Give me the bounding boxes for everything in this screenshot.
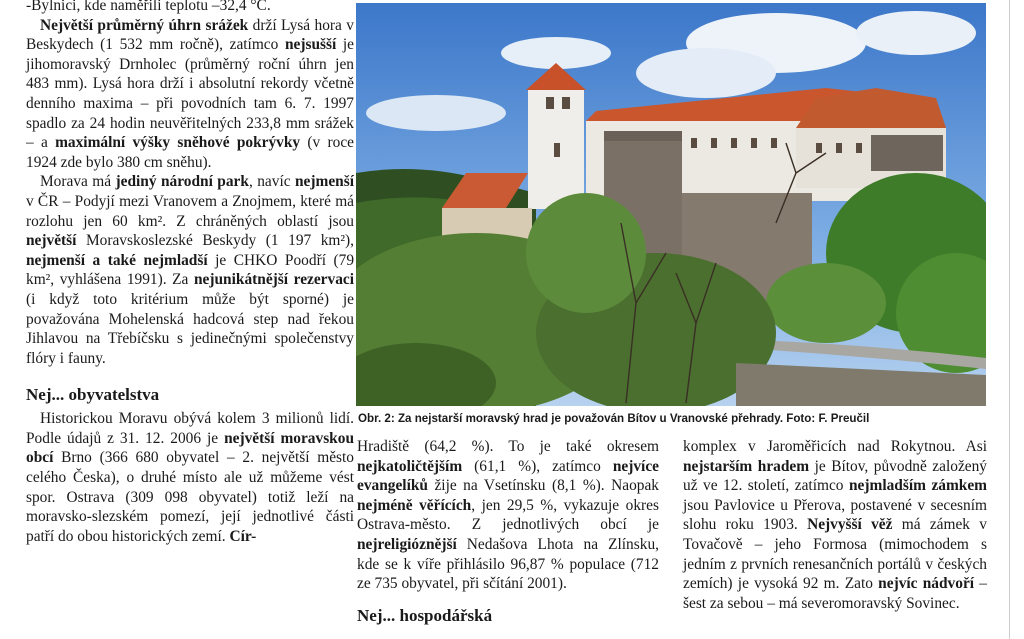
bold-text-run: nejunikátnější rezervaci [193,271,355,289]
bold-text-run: nejsušší [284,36,337,54]
paragraph-national-park [26,172,354,368]
bold-text-run: nejméně věřících [357,496,472,514]
bold-text-run: nejkatoličtějším [357,457,463,475]
bold-text-run: nejvíc nádvoří [878,575,975,593]
castle-photo [356,3,986,406]
bold-text-run: Cír- [229,527,257,545]
paragraph-religion [357,437,659,594]
paragraph-precipitation [26,16,354,173]
text-run: v ČR – Podyjí mezi Vranovem a Znojmem, které má rozlohu jen 60 km². Z chráněných oblastí jsou [26,192,354,230]
text-run: Morava má [40,173,116,191]
text-run: , jen 29,5 %, vykazuje okres Ostrava-město. Z jednotlivých obcí je [357,496,659,534]
text-run: (v roce 1924 zde bylo 380 cm sněhu). [26,134,355,171]
bold-text-run: nejvíce evangelíků [357,457,659,495]
photo-caption: Obr. 2: Za nejstarší moravský hrad je považován Bítov u Vranovské přehrady. Foto: F. Preučil [358,412,870,425]
text-run: drží Lysá hora v Beskydech (1 532 mm ročně), zatímco [26,16,355,54]
text-run: – šest za sebou – má severomoravský Sovinec. [683,575,988,612]
page-edge-line [1009,0,1010,639]
text-run: jsou Pavlovice u Přerova, postavené v secesním slohu roku 1903. [683,496,987,534]
text-run: (i když toto kritérium může být sporné) je považována Mohelenská hadcová step nad řekou Jihlavou na Třebíčsku s jedinečnými společenstvy flóry i fauny. [26,290,354,367]
text-run: komplex v Jaroměřicích nad Rokytnou. Asi [683,438,987,455]
text-run: Hradiště (64,2 %). To je také okresem [357,438,659,455]
bold-text-run: nejreligióznější [357,535,457,553]
bold-text-run: jediný národní park [115,173,249,191]
bold-text-run: největší [26,232,77,250]
text-run: Nedašova Lhota na Zlínsku, kde se k víře přihlásilo 96,87 % populace (712 ze 735 obyvatel, při sčítání 2001). [357,535,659,593]
text-run: má zámek v Tovačově – jeho Formosa (mimochodem s jedním z prvních renesančních portálů v českých zemích) je vysoká 92 m. Zato [683,516,987,593]
text-run: , navíc [248,173,295,191]
bold-text-run: Největší průměrný úhrn srážek [40,16,249,34]
paragraph-temperature [26,0,354,16]
text-column-left [26,0,354,546]
text-run: je jihomoravský Drnholec (průměrný roční úhrn jen 483 mm). Lysá hora drží i absolutní rekordy včetně denního maxima – při povodních tam 6. 7. 1997 spadlo za 24 hodin neuvěřitelných 233,8 mm srážek – a [26,36,354,152]
text-run: Brno (366 680 obyvatel – 2. největší město celého Česka), o druhé místo ale už můžeme vést spor. Ostrava (309 098 obyvatel) totiž leží na moravsko-slezském pomezí, její jednotlivé části patří do obou historických zemí. [26,449,354,545]
text-run: Moravskoslezské Beskydy (1 197 km²), [76,232,354,250]
paragraph-castles [683,437,987,613]
bold-text-run: největší moravskou obcí [26,429,354,467]
text-run: je Bítov, původně založený už ve 12. století, zatímco [683,457,987,495]
bold-text-run: nejmenší [294,173,354,191]
bold-text-run: nejstarším hradem [683,457,810,475]
text-run: žije na Vsetínsku (8,1 %). Naopak [427,477,659,495]
bold-text-run: nejmenší a také nejmladší [26,251,208,269]
text-run: je CHKO Poodří (79 km², vyhlášena 1991). Za [26,251,355,289]
text-column-right [683,437,987,613]
section-heading-economy: Nej... hospodářská [357,605,493,625]
text-column-middle [357,437,659,630]
bold-text-run: maximální výšky sněhové pokrývky [55,134,301,152]
bold-text-run: nejmladším zámkem [848,477,987,495]
bold-text-run: Nejvyšší věž [807,516,893,534]
paragraph-population [26,409,354,546]
text-run: Historickou Moravu obývá kolem 3 milionů lidí. Podle údajů z 31. 12. 2006 je [26,410,354,447]
section-heading-population: Nej... obyvatelstva [26,385,160,405]
text-run: -Bylnici, kde naměřili teplotu –32,4 °C. [26,0,271,14]
text-run: (61,1 %), zatímco [462,457,613,475]
